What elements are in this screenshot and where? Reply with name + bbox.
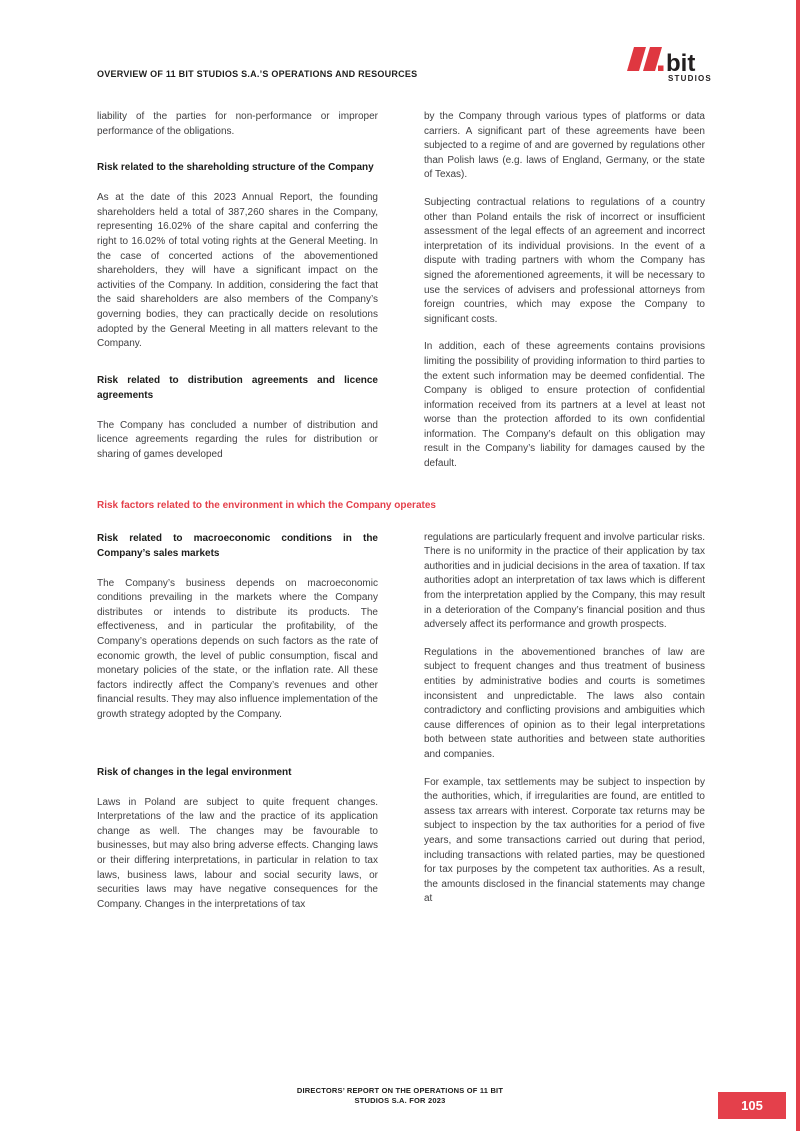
section-environment-heading: Risk factors related to the environment in which the Company operates [97, 499, 436, 511]
logo-11-mark [627, 47, 664, 71]
section-risk-agreements-right-column [424, 110, 705, 485]
section-environment-left-column [97, 531, 378, 926]
paragraph-confidentiality: In addition, each of these agreements contains provisions limiting the possibility of providing information to third parties to the extent such information may be deemed confidential. The Company is obliged to ensure protection of confidential information received from its partners at a level at least not worse than the protection afforded to its own confidential information. The Company’s default on this obligation may result in the Company’s liability for damages caused by the default. [424, 341, 705, 470]
logo-bit-text: bit [666, 50, 696, 77]
company-logo [624, 40, 714, 84]
paragraph-legal-environment-1: Laws in Poland are subject to quite frequent changes. Interpretations of the law and the practice of its application change as well. The changes may be favourable to businesses, but may also bring adverse effects. Changing laws or their differing interpretations, in particular in relation to tax laws, business laws, labour and social security laws, or securities laws may have negative consequences for the Company. Changes in the interpretations of tax [97, 796, 378, 910]
paragraph-distribution-agreements-2: by the Company through various types of platforms or data carriers. A significant part of these agreements have been subjected to a regime of and are governed by regulations other than Polish laws (e.g. laws of England, Germany, or the state of Texas). [424, 111, 705, 181]
section-environment-right-column [424, 531, 705, 926]
heading-distribution-agreements: Risk related to distribution agreements and licence agreements [97, 374, 378, 401]
page-content [97, 110, 705, 925]
paragraph-tax-settlements: For example, tax settlements may be subject to inspection by the authorities, which, if irregularities are found, are entitled to assess tax arrears with interest. Corporate tax returns may be subject to inspection by the tax authorities for a period of five years, and some transactions carried out during that period, including transactions with related parties, may be questioned for tax purposes by the competent tax authorities. As a result, the amounts disclosed in the financial statements may change at [424, 776, 705, 905]
paragraph-macroeconomic-conditions: The Company’s business depends on macroeconomic conditions prevailing in the markets where the Company distributes or intends to distribute its products. The effectiveness, and in particular the profitability, of the Company’s operations depends on such factors as the rate of economic growth, the level of public consumption, fiscal and monetary policies of the state, or the inflation rate. All these factors indirectly affect the Company’s revenues and other financial results. They may also influence implementation of the growth strategy adopted by the Company. [97, 577, 378, 720]
page-number-badge: 105 [718, 1092, 786, 1119]
company-logo-graphic [624, 40, 714, 84]
logo-studios-text: STUDIOS [668, 74, 712, 83]
footer-report-title [0, 1086, 800, 1106]
paragraph-shareholding-structure: As at the date of this 2023 Annual Report, the founding shareholders held a total of 387,260 shares in the Company, representing 16.02% of the share capital and conferring the right to 16.02% of total voting rights at the General Meeting. In the case of concerted actions of the abovementioned shareholders, they will have a significant impact on the activities of the Company. In addition, considering the fact that the said shareholders are also members of the Company’s governing bodies, they can practically decide on resolutions adopted by the General Meeting in all matters relevant to the Company. [97, 192, 378, 350]
footer-report-title-line1: DIRECTORS’ REPORT ON THE OPERATIONS OF 11 BIT [296, 1086, 504, 1095]
paragraph-tax-regulations: regulations are particularly frequent and involve particular risks. There is no uniformity in the practice of their application by tax authorities and in judicial decisions in the area of taxation. If tax authorities adopt an interpretation of tax laws which is different from the interpretation applied by the Company, this may result in a deterioration of the Company’s financial position and thus adversely affect its performance and growth prospects. [424, 531, 705, 631]
footer-report-title-line2: STUDIOS S.A. FOR 2023 [354, 1096, 446, 1105]
paragraph-distribution-agreements-1: The Company has concluded a number of distribution and licence agreements regarding the rules for distribution or sharing of games developed [97, 419, 378, 460]
heading-macroeconomic-conditions: Risk related to macroeconomic conditions in the Company’s sales markets [97, 532, 378, 559]
section-environment [97, 531, 705, 926]
paragraph-liability-continuation: liability of the parties for non-performance or improper performance of the obligations. [97, 111, 378, 137]
paragraph-frequent-changes: Regulations in the abovementioned branches of law are subject to frequent changes and thus treatment of business entities by administrative bodies and courts is sometimes inconsistent and unpredictable. The laws also contain contradictory and conflicting provisions and ambiguities which cause differences of opinion as to their legal interpretations both between state authorities and between state authorities and companies. [424, 646, 705, 760]
section-risk-agreements-left-column [97, 110, 378, 485]
section-risk-agreements [97, 110, 705, 485]
page-header-title: OVERVIEW OF 11 BIT STUDIOS S.A.’S OPERATIONS AND RESOURCES [97, 69, 418, 79]
heading-legal-environment: Risk of changes in the legal environment [97, 766, 292, 778]
heading-shareholding-structure: Risk related to the shareholding structure of the Company [97, 162, 374, 174]
page-edge-accent-bar [796, 0, 800, 1131]
paragraph-foreign-regulations: Subjecting contractual relations to regulations of a country other than Poland entails the risk of incorrect or insufficient assessment of the legal effects of an agreement and incorrect interpretation of its individual provisions. In the event of a dispute with trading partners with whom the Company has signed the aforementioned agreements, it will be necessary to use the services of advisers and professional attorneys from foreign countries, which may expose the Company to significant costs. [424, 196, 705, 325]
